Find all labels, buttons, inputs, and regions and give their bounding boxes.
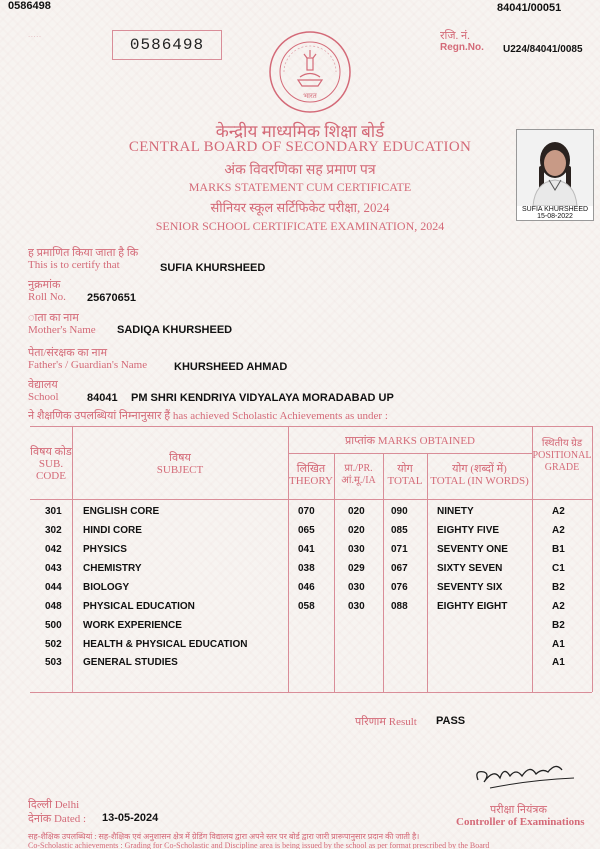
school-name: PM SHRI KENDRIYA VIDYALAYA MORADABAD UP xyxy=(131,392,394,404)
subject-name: PHYSICAL EDUCATION xyxy=(83,601,195,612)
subject-code: 302 xyxy=(45,525,62,536)
controller-title-hindi: परीक्षा नियंत्रक xyxy=(490,804,547,816)
grade: A2 xyxy=(552,601,565,612)
grade: C1 xyxy=(552,563,565,574)
table-border-bottom xyxy=(30,692,592,693)
footer-note-hindi: सह-शैक्षिक उपलब्धियां : सह-शैक्षिक एवं अनुशासन क्षेत्र में ग्रेडिंग विद्यालय द्वारा अपने स्तर पर बोर्ड द्वारा जारी प्रारूपानुसार प्रदान की जाती है। xyxy=(28,832,420,841)
subject-name: PHYSICS xyxy=(83,544,127,555)
grade: A1 xyxy=(552,639,565,650)
table-border-top xyxy=(30,426,592,427)
faded-stamp: ..... xyxy=(28,30,42,39)
father-name: KHURSHEED AHMAD xyxy=(174,361,288,373)
total-in-words: SIXTY SEVEN xyxy=(437,563,503,574)
subject-name: ENGLISH CORE xyxy=(83,506,160,517)
header-total-words-hindi: योग (शब्दों में) xyxy=(452,463,507,475)
subject-name: CHEMISTRY xyxy=(83,563,142,574)
subject-code: 301 xyxy=(45,506,62,517)
header-total-english: TOTAL xyxy=(387,475,423,487)
certify-label-english: This is to certify that xyxy=(28,259,120,271)
emblem-text: भारत xyxy=(303,92,317,100)
header-total-hindi: योग xyxy=(397,463,413,475)
result-value: PASS xyxy=(436,715,466,727)
roll-label xyxy=(28,279,66,303)
school-label xyxy=(28,379,59,403)
subject-name: WORK EXPERIENCE xyxy=(83,620,182,631)
school-code: 84041 xyxy=(87,392,118,404)
header-grade-english-2: GRADE xyxy=(544,462,580,473)
header-marks-obtained: प्राप्तांक MARKS OBTAINED xyxy=(344,435,476,447)
footer-note-english: Co-Scholastic achievements : Grading for Co-Scholastic and Discipline area is being issued by the school as per format prescribed by the Board xyxy=(28,841,490,849)
grade: A1 xyxy=(552,657,565,668)
achievement-statement: ने शैक्षणिक उपलब्धियां निम्नानुसार हैं has achieved Scholastic Achievements as under : xyxy=(28,410,388,422)
total-marks: 071 xyxy=(391,544,408,555)
father-label-english: Father's / Guardian's Name xyxy=(28,359,148,371)
total-marks: 067 xyxy=(391,563,408,574)
theory-marks: 046 xyxy=(298,582,315,593)
serial-number-top: 0586498 xyxy=(8,0,51,12)
controller-signature xyxy=(470,758,580,798)
header-grade xyxy=(532,438,592,474)
total-in-words: SEVENTY ONE xyxy=(437,544,508,555)
reference-number-top: 84041/00051 xyxy=(497,2,562,14)
roll-number: 25670651 xyxy=(87,292,136,304)
table-row xyxy=(0,506,600,522)
table-header-bottom xyxy=(30,499,592,500)
header-subject-hindi: विषय xyxy=(169,452,191,464)
photo-caption-date: 15-08-2022 xyxy=(537,213,573,220)
subject-code: 048 xyxy=(45,601,62,612)
photo-caption-name: SUFIA KHURSHEED xyxy=(521,206,589,213)
header-total-words xyxy=(427,463,532,487)
grade: B2 xyxy=(552,620,565,631)
controller-title-english: Controller of Examinations xyxy=(456,816,585,828)
place: दिल्ली Delhi xyxy=(28,799,80,811)
result-label-hindi: परिणाम xyxy=(355,716,386,728)
certify-label-hindi: ह प्रमाणित किया जाता है कि xyxy=(28,247,139,259)
table-row xyxy=(0,620,600,636)
theory-marks: 070 xyxy=(298,506,315,517)
total-marks: 076 xyxy=(391,582,408,593)
theory-marks: 041 xyxy=(298,544,315,555)
header-theory-hindi: लिखित xyxy=(296,463,326,475)
grade: A2 xyxy=(552,506,565,517)
exam-title-english: SENIOR SCHOOL CERTIFICATE EXAMINATION, 2024 xyxy=(155,219,445,233)
board-name-hindi: केन्द्रीय माध्यमिक शिक्षा बोर्ड xyxy=(215,122,385,141)
student-photo xyxy=(516,129,594,221)
subject-name: HINDI CORE xyxy=(83,525,142,536)
registration-number: U224/84041/0085 xyxy=(503,44,583,55)
marks-subheader-line xyxy=(288,453,532,454)
subject-name: HEALTH & PHYSICAL EDUCATION xyxy=(83,639,248,650)
header-theory-english: THEORY xyxy=(289,475,333,487)
subject-code: 500 xyxy=(45,620,62,631)
header-grade-english-1: POSITIONAL xyxy=(532,450,592,461)
subject-code: 042 xyxy=(45,544,62,555)
grade: B1 xyxy=(552,544,565,555)
practical-marks: 030 xyxy=(348,601,365,612)
practical-marks: 030 xyxy=(348,544,365,555)
issue-date: 13-05-2024 xyxy=(102,812,159,824)
header-theory xyxy=(288,463,334,487)
grade: A2 xyxy=(552,525,565,536)
mother-label xyxy=(28,312,96,336)
header-code-english-2: CODE xyxy=(36,470,66,482)
total-marks: 085 xyxy=(391,525,408,536)
header-code-english-1: SUB. xyxy=(38,458,64,470)
result-label-english: Result xyxy=(388,716,417,728)
table-row xyxy=(0,563,600,579)
exam-title-hindi: सीनियर स्कूल सर्टिफिकेट परीक्षा, 2024 xyxy=(210,200,390,215)
regn-label xyxy=(440,30,484,54)
mother-label-english: Mother's Name xyxy=(28,324,96,336)
header-grade-hindi: स्थितीय ग्रेड xyxy=(541,438,583,449)
cbse-emblem xyxy=(268,30,352,114)
table-row xyxy=(0,582,600,598)
table-row xyxy=(0,601,600,617)
regn-label-english: Regn.No. xyxy=(440,42,484,53)
subject-name: GENERAL STUDIES xyxy=(83,657,178,668)
header-practical-1: प्रा./PR. xyxy=(344,463,373,474)
header-code xyxy=(30,446,72,482)
student-portrait-icon xyxy=(517,130,593,206)
practical-marks: 029 xyxy=(348,563,365,574)
total-marks: 090 xyxy=(391,506,408,517)
total-in-words: EIGHTY FIVE xyxy=(437,525,500,536)
header-subject-english: SUBJECT xyxy=(156,464,204,476)
father-label xyxy=(28,347,147,371)
theory-marks: 065 xyxy=(298,525,315,536)
total-in-words: SEVENTY SIX xyxy=(437,582,503,593)
mother-label-hindi: ाता का नाम xyxy=(28,312,79,324)
header-code-hindi: विषय कोड xyxy=(30,446,72,458)
table-row xyxy=(0,657,600,673)
student-name: SUFIA KHURSHEED xyxy=(160,262,266,274)
certify-label xyxy=(28,247,138,271)
header-subject xyxy=(72,452,288,476)
theory-marks: 038 xyxy=(298,563,315,574)
serial-number-box: 0586498 xyxy=(112,30,222,60)
practical-marks: 020 xyxy=(348,525,365,536)
date-label: देनांक Dated : xyxy=(28,813,87,825)
grade: B2 xyxy=(552,582,565,593)
table-row xyxy=(0,544,600,560)
header-total xyxy=(383,463,427,487)
practical-marks: 020 xyxy=(348,506,365,517)
subject-code: 502 xyxy=(45,639,62,650)
document-title-hindi: अंक विवरणिका सह प्रमाण पत्र xyxy=(224,163,376,178)
subject-name: BIOLOGY xyxy=(83,582,130,593)
regn-label-hindi: रजि. नं. xyxy=(440,30,470,42)
practical-marks: 030 xyxy=(348,582,365,593)
father-label-hindi: पेता/संरक्षक का नाम xyxy=(28,347,108,359)
total-marks: 088 xyxy=(391,601,408,612)
header-total-words-english: TOTAL (IN WORDS) xyxy=(430,475,529,487)
board-name-english: CENTRAL BOARD OF SECONDARY EDUCATION xyxy=(128,139,472,155)
header-practical-2: आं.मू./IA xyxy=(341,475,376,486)
result-label xyxy=(355,714,417,729)
table-row xyxy=(0,639,600,655)
total-in-words: NINETY xyxy=(437,506,474,517)
roll-label-hindi: नुक्रमांक xyxy=(28,279,61,291)
school-label-hindi: वेद्यालय xyxy=(28,379,58,391)
total-in-words: EIGHTY EIGHT xyxy=(437,601,508,612)
subject-code: 043 xyxy=(45,563,62,574)
mother-name: SADIQA KHURSHEED xyxy=(117,324,233,336)
school-label-english: School xyxy=(28,391,59,403)
header-practical xyxy=(334,463,383,487)
roll-label-english: Roll No. xyxy=(28,291,66,303)
subject-code: 503 xyxy=(45,657,62,668)
theory-marks: 058 xyxy=(298,601,315,612)
subject-code: 044 xyxy=(45,582,62,593)
document-title-english: MARKS STATEMENT CUM CERTIFICATE xyxy=(188,180,412,194)
table-row xyxy=(0,525,600,541)
